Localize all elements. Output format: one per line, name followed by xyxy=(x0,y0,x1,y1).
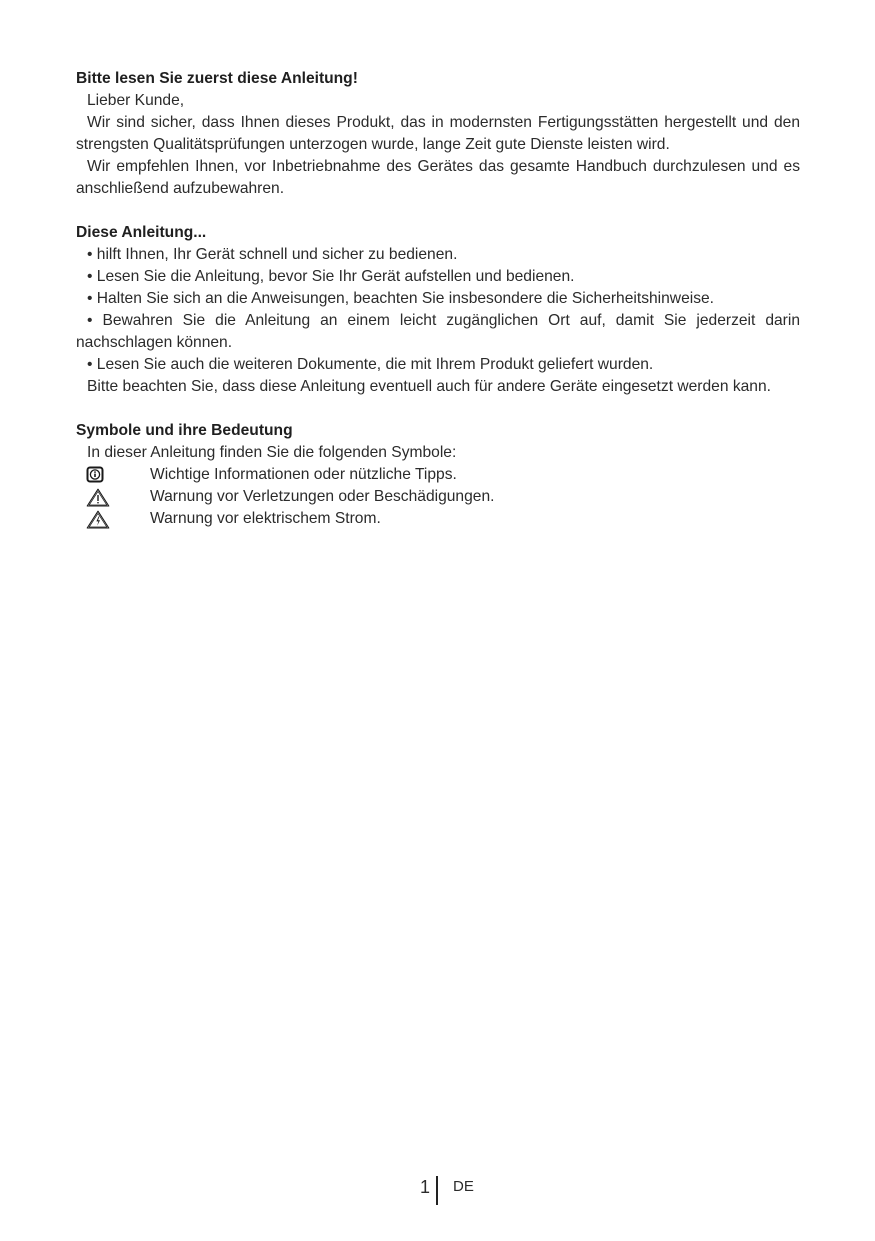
symbol-text-electric: Warnung vor elektrischem Strom. xyxy=(150,510,381,527)
intro-paragraph-2: Wir empfehlen Ihnen, vor Inbetriebnahme des Gerätes das gesamte Handbuch durchzulesen und es anschließend aufzubewahren. xyxy=(76,158,800,197)
symbol-row-warning xyxy=(76,486,800,508)
page-footer xyxy=(0,1176,875,1206)
symbol-row-info xyxy=(76,464,800,486)
manual-heading: Diese Anleitung... xyxy=(76,224,207,241)
symbols-heading: Symbole und ihre Bedeutung xyxy=(76,422,293,439)
intro-paragraph-1: Wir sind sicher, dass Ihnen dieses Produkt, das in modernsten Fertigungsstätten hergestellt und den strengsten Qualitätsprüfungen unterzogen wurde, lange Zeit gute Dienste leisten wird. xyxy=(76,114,800,153)
symbol-text-warning: Warnung vor Verletzungen oder Beschädigungen. xyxy=(150,488,495,505)
page-number: 1 xyxy=(419,1177,430,1197)
bullet-item: • hilft Ihnen, Ihr Gerät schnell und sicher zu bedienen. xyxy=(87,246,458,263)
bullet-item: • Lesen Sie auch die weiteren Dokumente, die mit Ihrem Produkt geliefert wurden. xyxy=(87,356,654,373)
info-icon xyxy=(76,464,150,486)
bullet-item: • Lesen Sie die Anleitung, bevor Sie Ihr Gerät aufstellen und bedienen. xyxy=(87,268,575,285)
symbol-text-info: Wichtige Informationen oder nützliche Tipps. xyxy=(150,466,457,483)
electric-warning-icon xyxy=(76,508,150,530)
symbol-row-electric xyxy=(76,508,800,530)
language-code: DE xyxy=(453,1178,474,1195)
warning-triangle-icon xyxy=(76,486,150,508)
salutation: Lieber Kunde, xyxy=(87,92,185,109)
manual-note: Bitte beachten Sie, dass diese Anleitung eventuell auch für andere Geräte eingesetzt werden kann. xyxy=(87,378,771,395)
intro-heading: Bitte lesen Sie zuerst diese Anleitung! xyxy=(76,70,358,87)
manual-page xyxy=(76,68,800,530)
symbols-intro: In dieser Anleitung finden Sie die folgenden Symbole: xyxy=(87,444,457,461)
bullet-item: • Halten Sie sich an die Anweisungen, beachten Sie insbesondere die Sicherheitshinweise. xyxy=(87,290,715,307)
bullet-item: • Bewahren Sie die Anleitung an einem leicht zugänglichen Ort auf, damit Sie jederzeit darin nachschlagen können. xyxy=(76,312,800,351)
footer-divider xyxy=(436,1176,438,1205)
